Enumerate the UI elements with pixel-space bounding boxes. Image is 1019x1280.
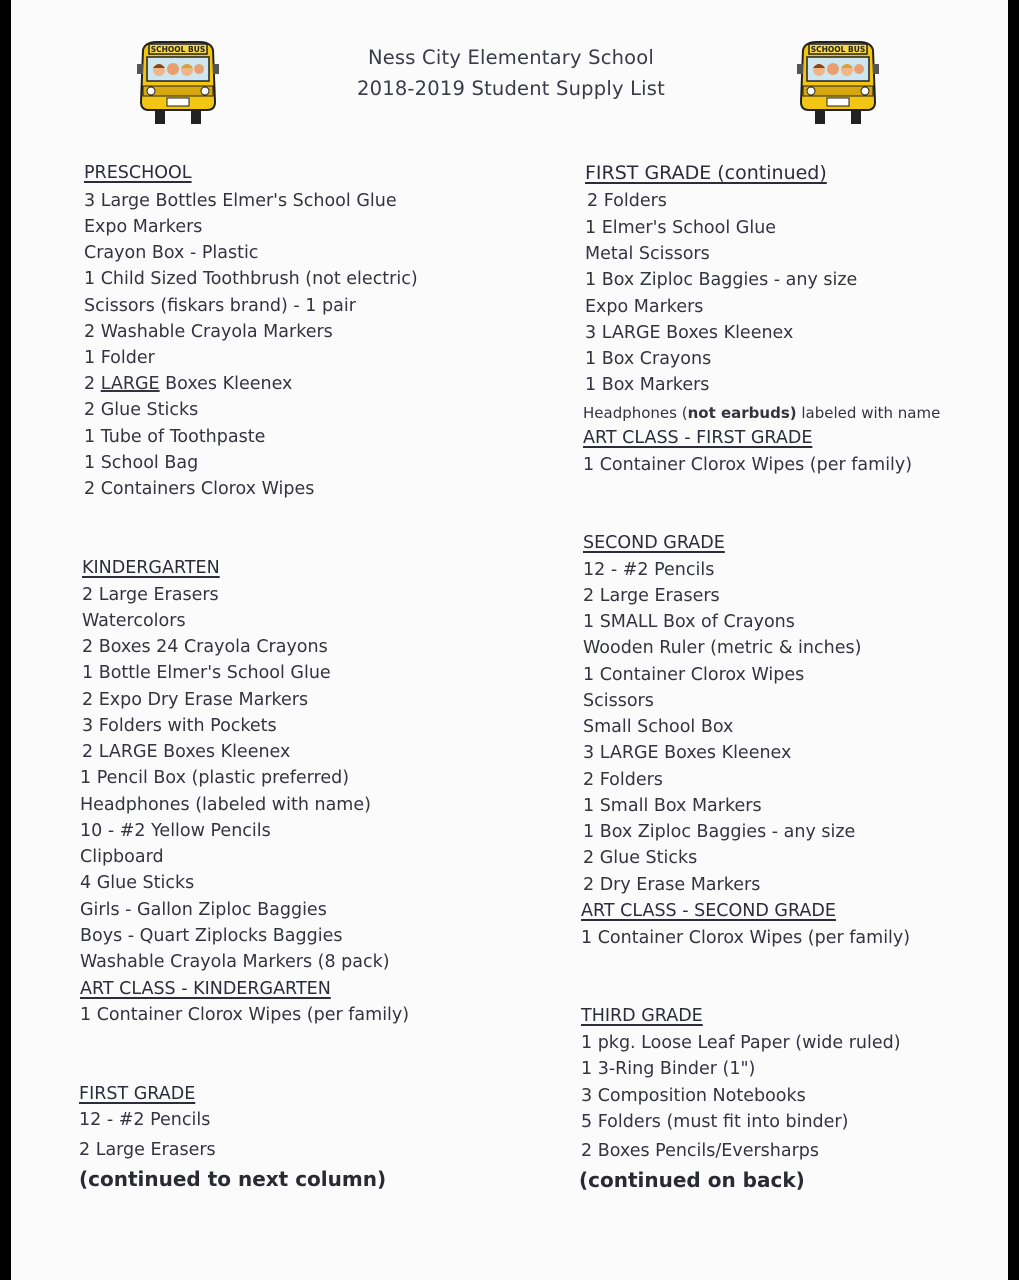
list-item: 2 Glue Sticks <box>583 848 698 868</box>
list-item: 3 Folders with Pockets <box>82 716 277 736</box>
list-item: 1 Bottle Elmer's School Glue <box>82 663 331 683</box>
list-item: 1 Pencil Box (plastic preferred) <box>80 768 350 788</box>
list-item: 1 School Bag <box>84 453 199 473</box>
list-item: 2 LARGE Boxes Kleenex <box>84 374 293 394</box>
list-item: 2 Boxes 24 Crayola Crayons <box>82 637 328 657</box>
headphones-text: labeled with name <box>796 404 941 422</box>
bus-sign-text: SCHOOL BUS <box>150 45 206 54</box>
list-item: 1 Small Box Markers <box>583 796 762 816</box>
list-item: Metal Scissors <box>585 244 710 264</box>
list-item: 2 Washable Crayola Markers <box>84 322 333 342</box>
list-item: Watercolors <box>82 611 186 631</box>
section-heading: PRESCHOOL <box>84 163 192 183</box>
list-item: 1 Container Clorox Wipes (per family) <box>581 928 911 948</box>
section-heading: SECOND GRADE <box>583 533 725 553</box>
list-item: Scissors <box>583 691 654 711</box>
list-item: 5 Folders (must fit into binder) <box>581 1112 849 1132</box>
continued-note: (continued to next column) <box>79 1167 387 1191</box>
list-item: 1 Child Sized Toothbrush (not electric) <box>84 269 418 289</box>
list-item: Small School Box <box>583 717 734 737</box>
list-item: 4 Glue Sticks <box>80 873 195 893</box>
list-item: 12 - #2 Pencils <box>79 1110 211 1130</box>
list-item: Girls - Gallon Ziploc Baggies <box>80 900 327 920</box>
list-item: 12 - #2 Pencils <box>583 560 715 580</box>
list-item: 2 Folders <box>587 191 667 211</box>
list-item: 2 Glue Sticks <box>84 400 199 420</box>
school-name: Ness City Elementary School <box>367 46 655 69</box>
list-item: 1 pkg. Loose Leaf Paper (wide ruled) <box>581 1033 901 1053</box>
emphasis-large: LARGE <box>100 374 160 394</box>
list-item: 1 Box Crayons <box>585 349 712 369</box>
headphones-text: Headphones ( <box>583 404 688 422</box>
list-item: 1 3-Ring Binder (1") <box>581 1059 756 1079</box>
list-item: 1 Tube of Toothpaste <box>84 427 266 447</box>
list-item: 1 Folder <box>84 348 155 368</box>
list-item: Expo Markers <box>84 217 203 237</box>
list-item: 2 Dry Erase Markers <box>583 875 761 895</box>
section-heading: FIRST GRADE <box>79 1084 196 1104</box>
list-item: 1 Box Markers <box>585 375 710 395</box>
list-item: 3 Composition Notebooks <box>581 1086 806 1106</box>
list-item: Scissors (fiskars brand) - 1 pair <box>84 296 356 316</box>
list-item: Headphones (labeled with name) <box>80 795 371 815</box>
list-item: 2 LARGE Boxes Kleenex <box>82 742 291 762</box>
bus-sign-text: SCHOOL BUS <box>810 45 866 54</box>
list-item: Wooden Ruler (metric & inches) <box>583 638 862 658</box>
list-item: Crayon Box - Plastic <box>84 243 259 263</box>
list-item: 2 Large Erasers <box>82 585 219 605</box>
list-item: Boys - Quart Ziplocks Baggies <box>80 926 343 946</box>
list-item: 3 LARGE Boxes Kleenex <box>583 743 792 763</box>
list-item: 1 Container Clorox Wipes (per family) <box>583 455 913 475</box>
section-heading: THIRD GRADE <box>581 1006 703 1026</box>
list-item: 2 Large Erasers <box>79 1140 216 1160</box>
list-item: 3 Large Bottles Elmer's School Glue <box>84 191 397 211</box>
list-item: 1 Elmer's School Glue <box>585 218 777 238</box>
list-item-headphones <box>583 402 940 424</box>
headphones-emphasis: not earbuds) <box>687 404 797 422</box>
school-bus-icon <box>137 40 219 126</box>
continued-note: (continued on back) <box>579 1168 805 1192</box>
list-item: 2 Boxes Pencils/Eversharps <box>581 1141 820 1161</box>
list-item: 1 SMALL Box of Crayons <box>583 612 795 632</box>
section-heading: ART CLASS - KINDERGARTEN <box>80 979 331 999</box>
list-item: Washable Crayola Markers (8 pack) <box>80 952 390 972</box>
section-heading: ART CLASS - SECOND GRADE <box>581 901 836 921</box>
list-item: 2 Containers Clorox Wipes <box>84 479 315 499</box>
list-subtitle: 2018-2019 Student Supply List <box>357 77 665 100</box>
section-heading: KINDERGARTEN <box>82 558 220 578</box>
list-item: 2 Large Erasers <box>583 586 720 606</box>
list-item: 10 - #2 Yellow Pencils <box>80 821 271 841</box>
school-bus-icon <box>797 40 879 126</box>
list-item: 3 LARGE Boxes Kleenex <box>585 323 794 343</box>
list-item: 2 Folders <box>583 770 663 790</box>
list-item: Expo Markers <box>585 297 704 317</box>
list-item: 1 Box Ziploc Baggies - any size <box>583 822 856 842</box>
supply-list-page <box>11 0 1008 1280</box>
section-heading: FIRST GRADE (continued) <box>585 162 827 184</box>
list-item: 1 Container Clorox Wipes <box>583 665 805 685</box>
list-item: 2 Expo Dry Erase Markers <box>82 690 309 710</box>
list-item: Clipboard <box>80 847 164 867</box>
list-item: 1 Container Clorox Wipes (per family) <box>80 1005 410 1025</box>
section-heading: ART CLASS - FIRST GRADE <box>583 428 813 448</box>
list-item: 1 Box Ziploc Baggies - any size <box>585 270 858 290</box>
